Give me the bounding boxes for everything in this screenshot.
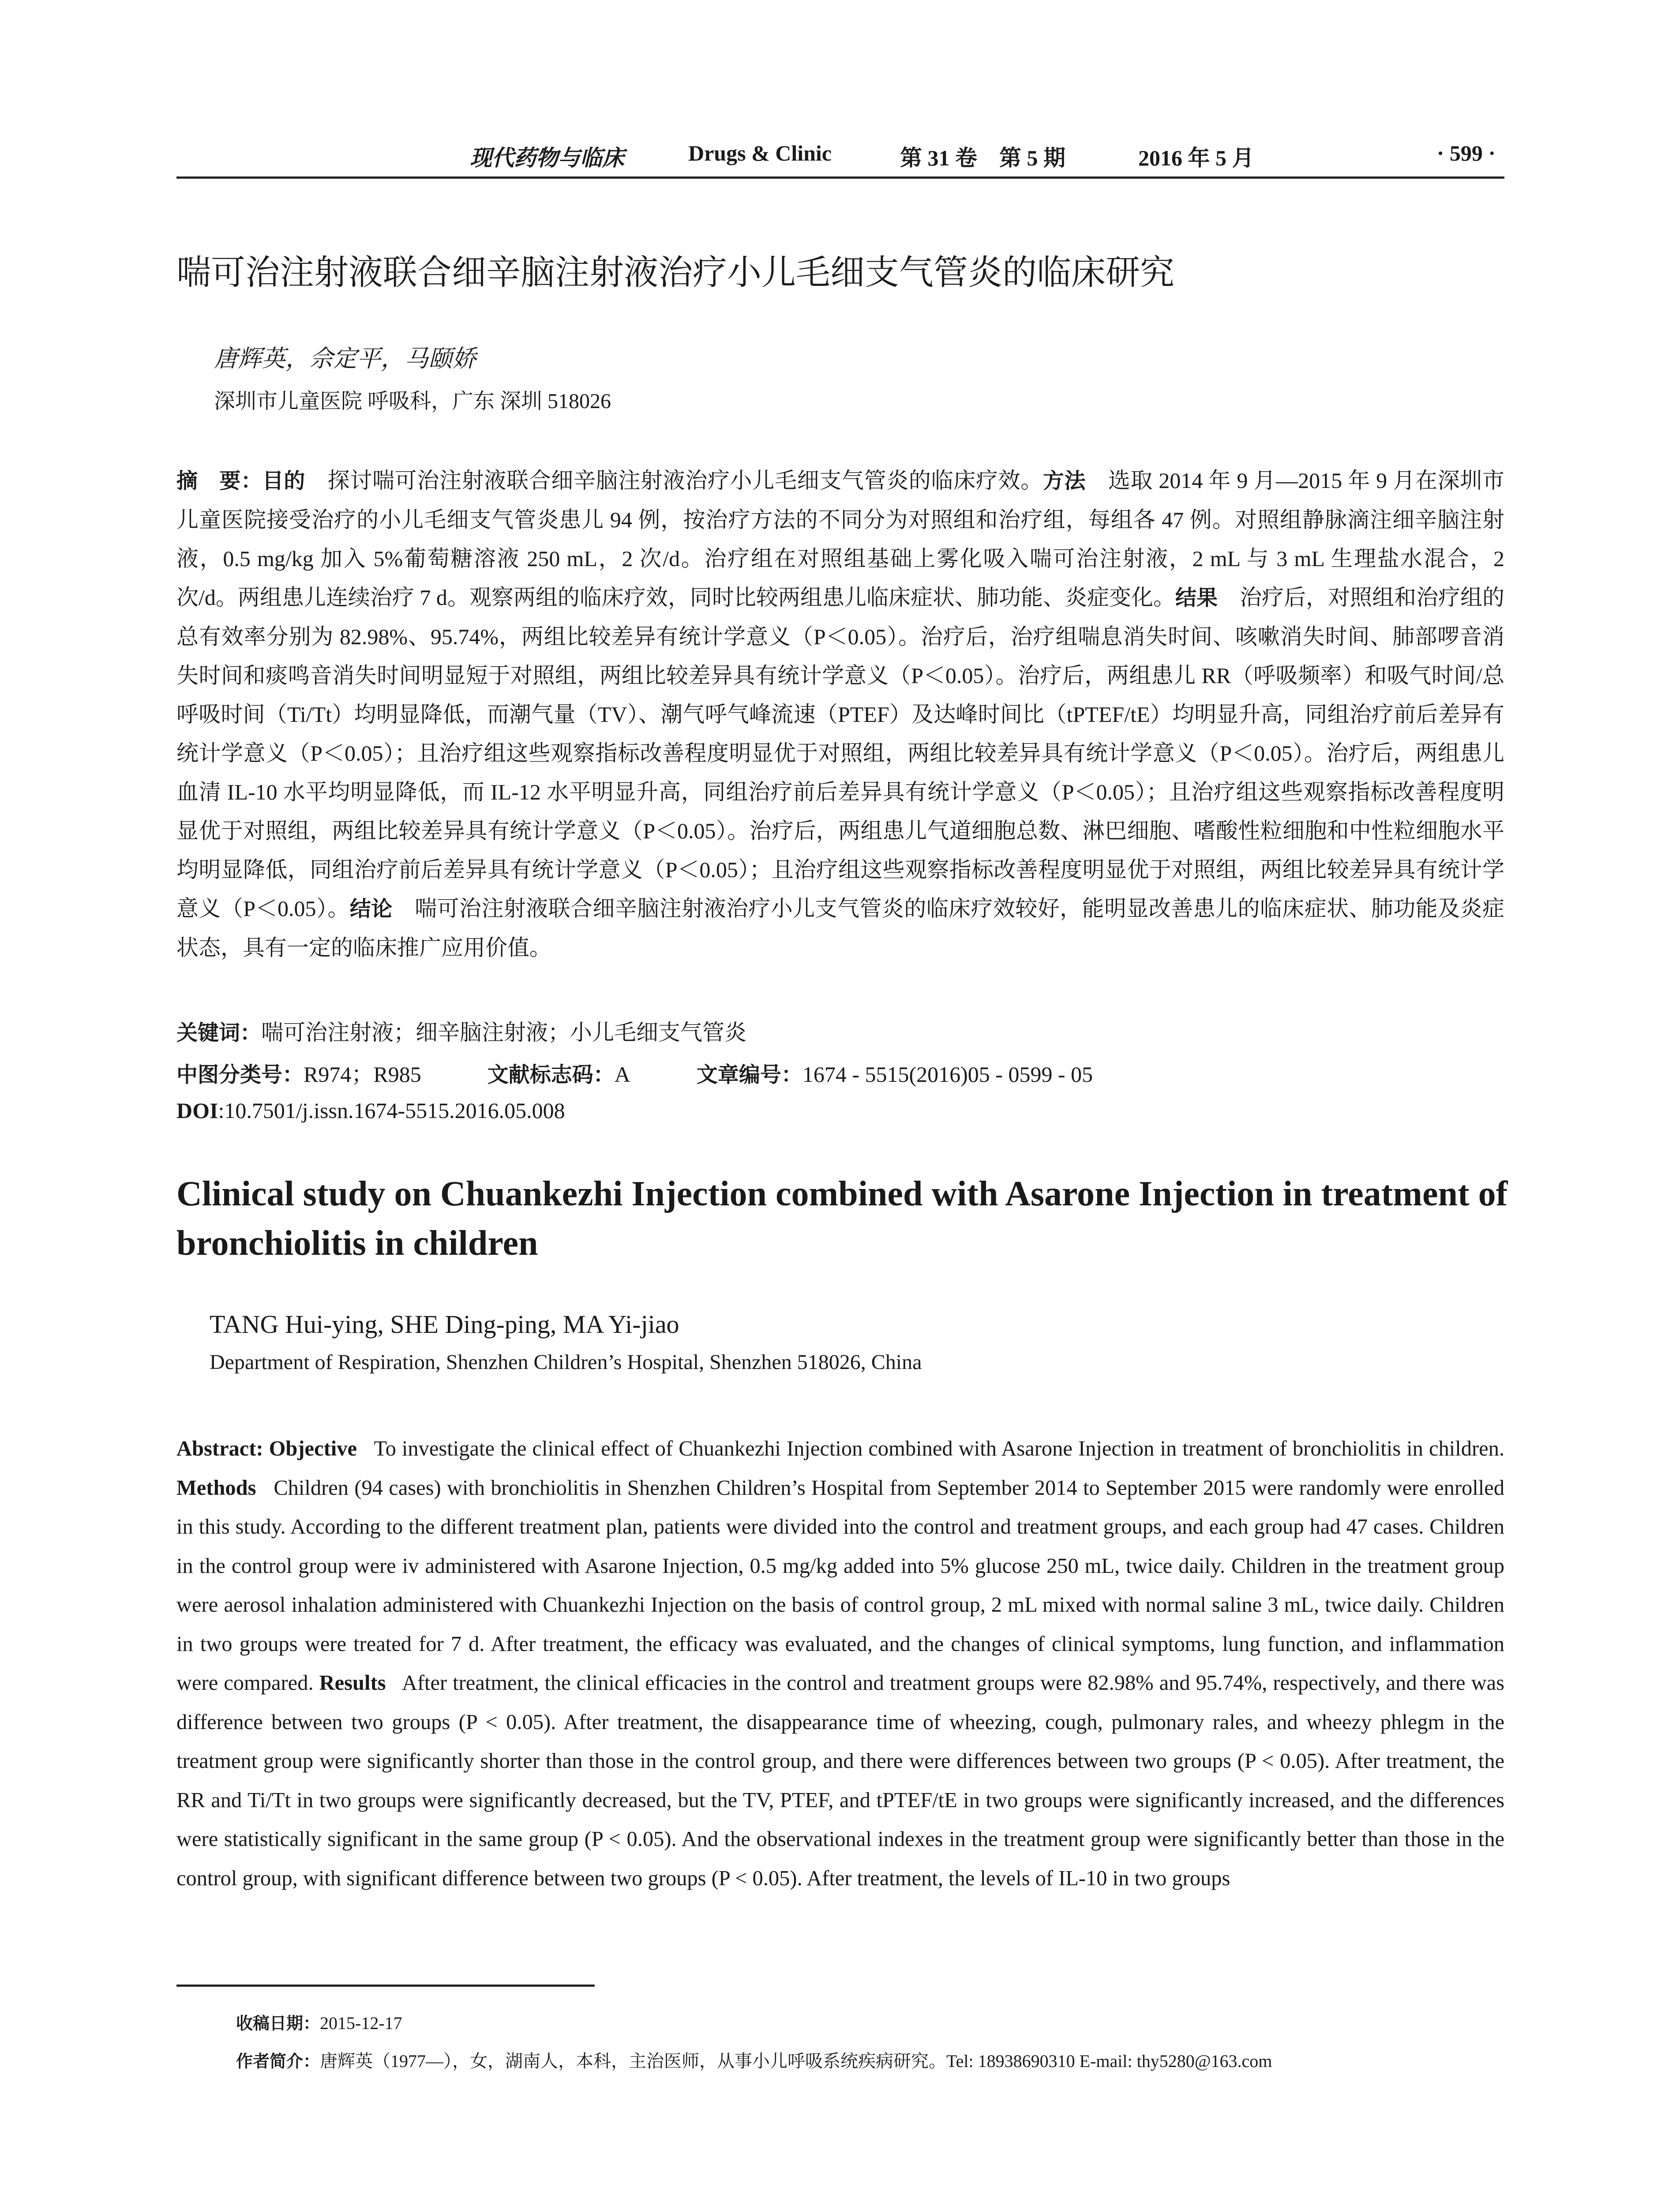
conclusion-label-cn: 结论 xyxy=(349,897,393,921)
results-label-en: Results xyxy=(319,1671,386,1695)
results-en: After treatment, the clinical efficacies in the control and treatment groups were 82.98% and 95.74%, respectively, and there was difference between two groups (P < 0.05). After treatment, the disappearance time of wheezing, cough, pulmonary rales, and wheezy phlegm in the treatment group were significantly shorter than those in the control group, and there were differences between two groups (P < 0.05). After treatment, the RR and Ti/Tt in two groups were significantly decreased, but the TV, PTEF, and tPTEF/tE in two groups were significantly increased, and the differences were statistically significant in the same group (P < 0.05). And the observational indexes in the treatment group were significantly better than those in the control group, with significant difference between two groups (P < 0.05). After treatment, the levels of IL-10 in two groups xyxy=(176,1671,1505,1890)
title-en: Clinical study on Chuankezhi Injection combined with Asarone Injection in treatment of bronchiolitis in children xyxy=(176,1174,1508,1263)
journal-name-en: Drugs & Clinic xyxy=(688,141,832,165)
doi-label: DOI xyxy=(176,1098,218,1123)
abstract-en xyxy=(176,1429,1504,1898)
keywords-cn xyxy=(176,1015,746,1047)
article-no-value: 1674 - 5515(2016)05 - 0599 - 05 xyxy=(802,1062,1093,1087)
results-cn: 治疗后，对照组和治疗组的总有效率分别为 82.98%、95.74%，两组比较差异有统计学意义（P＜0.05）。治疗后，治疗组喘息消失时间、咳嗽消失时间、肺部啰音消失时间和痰鸣音消失时间明显短于对照组，两组比较差异具有统计学意义（P＜0.05）。治疗后，两组患儿 RR（呼吸频率）和吸气时间/总呼吸时间（Ti/Tt）均明显降低，而潮气量（TV）、潮气呼气峰流速（PTEF）及达峰时间比（tPTEF/tE）均明显升高，同组治疗前后差异有统计学意义（P＜0.05）；且治疗组这些观察指标改善程度明显优于对照组，两组比较差异具有统计学意义（P＜0.05）。治疗后，两组患儿血清 IL-10 水平均明显降低，而 IL-12 水平明显升高，同组治疗前后差异具有统计学意义（P＜0.05）；且治疗组这些观察指标改善程度明显优于对照组，两组比较差异具有统计学意义（P＜0.05）。治疗后，两组患儿气道细胞总数、淋巴细胞、嗜酸性粒细胞和中性粒细胞水平均明显降低，同组治疗前后差异具有统计学意义（P＜0.05）；且治疗组这些观察指标改善程度明显优于对照组，两组比较差异具有统计学意义（P＜0.05）。 xyxy=(176,585,1505,921)
abstract-label-en: Abstract: Objective xyxy=(176,1437,357,1460)
methods-label-cn: 方法 xyxy=(1042,469,1086,493)
methods-en: Children (94 cases) with bronchiolitis in Shenzhen Children’s Hospital from September 2014 to September 2015 were randomly were enrolled in this study. According to the different treatment plan, patients were divided into the control and treatment groups, and each group had 47 cases. Children in the control group were iv administered with Asarone Injection, 0.5 mg/kg added into 5% glucose 250 mL, twice daily. Children in the treatment group were aerosol inhalation administered with Chuankezhi Injection on the basis of control group, 2 mL mixed with normal saline 3 mL, twice daily. Children in two groups were treated for 7 d. After treatment, the efficacy was evaluated, and the changes of clinical symptoms, lung function, and inflammation were compared. xyxy=(176,1476,1504,1695)
authors-cn: 唐辉英，佘定平，马颐娇 xyxy=(214,345,476,372)
results-label-cn: 结果 xyxy=(1175,585,1218,610)
footnote-rule xyxy=(176,1985,595,1987)
doc-code-value: A xyxy=(614,1062,630,1087)
conclusion-cn: 喘可治注射液联合细辛脑注射液治疗小儿支气管炎的临床疗效较好，能明显改善患儿的临床症状、肺功能及炎症状态，具有一定的临床推广应用价值。 xyxy=(176,896,1505,960)
journal-name-cn: 现代药物与临床 xyxy=(470,146,624,170)
title-cn: 喘可治注射液联合细辛脑注射液治疗小儿毛细支气管炎的临床研究 xyxy=(176,253,1175,293)
footnote-received xyxy=(236,2010,402,2034)
article-no-label: 文章编号： xyxy=(696,1062,802,1087)
affiliation-cn: 深圳市儿童医院 呼吸科，广东 深圳 518026 xyxy=(214,390,611,413)
clc-label: 中图分类号： xyxy=(176,1062,304,1087)
author-bio-label: 作者简介： xyxy=(236,2052,320,2071)
author-bio: 唐辉英（1977—），女，湖南人，本科，主治医师，从事小儿呼吸系统疾病研究。Tel: 18938690310 E-mail: thy5280@163.com xyxy=(320,2051,1272,2071)
methods-label-en: Methods xyxy=(176,1476,256,1500)
issue-date: 2016 年 5 月 xyxy=(1138,146,1254,170)
affiliation-en: Department of Respiration, Shenzhen Children’s Hospital, Shenzhen 518026, China xyxy=(210,1351,922,1374)
received-label: 收稿日期： xyxy=(236,2014,320,2033)
clc-value: R974；R985 xyxy=(304,1062,421,1087)
volume-issue: 第 31 卷 第 5 期 xyxy=(900,146,1065,170)
running-header xyxy=(176,140,1504,179)
received-date: 2015-12-17 xyxy=(320,2013,402,2033)
classification-line xyxy=(176,1057,1093,1088)
abstract-cn xyxy=(176,461,1504,967)
doc-code-label: 文献标志码： xyxy=(487,1062,615,1087)
objective-label-cn: 目的 xyxy=(262,469,305,493)
doi-value: :10.7501/j.issn.1674-5515.2016.05.008 xyxy=(218,1098,565,1123)
doi-line xyxy=(176,1098,565,1123)
keywords-value: 喘可治注射液；细辛脑注射液；小儿毛细支气管炎 xyxy=(261,1020,747,1045)
objective-cn: 探讨喘可治注射液联合细辛脑注射液治疗小儿毛细支气管炎的临床疗效。 xyxy=(327,468,1043,493)
page-number: · 599 · xyxy=(1436,141,1496,165)
objective-en: To investigate the clinical effect of Chuankezhi Injection combined with Asarone Injection in treatment of bronchiolitis in children. xyxy=(374,1437,1505,1460)
authors-en: TANG Hui-ying, SHE Ding-ping, MA Yi-jiao xyxy=(210,1310,679,1339)
keywords-label: 关键词： xyxy=(176,1020,262,1045)
methods-cn: 选取 2014 年 9 月—2015 年 9 月在深圳市儿童医院接受治疗的小儿毛细支气管炎患儿 94 例，按治疗方法的不同分为对照组和治疗组，每组各 47 例。对照组静脉滴注细辛脑注射液，0.5 mg/kg 加入 5%葡萄糖溶液 250 mL，2 次/d。治疗组在对照组基础上雾化吸入喘可治注射液，2 mL 与 3 mL 生理盐水混合，2 次/d。两组患儿连续治疗 7 d。观察两组的临床疗效，同时比较两组患儿临床症状、肺功能、炎症变化。 xyxy=(176,468,1504,610)
footnote-author xyxy=(236,2047,1272,2072)
abstract-label-cn: 摘 要： xyxy=(176,469,262,493)
